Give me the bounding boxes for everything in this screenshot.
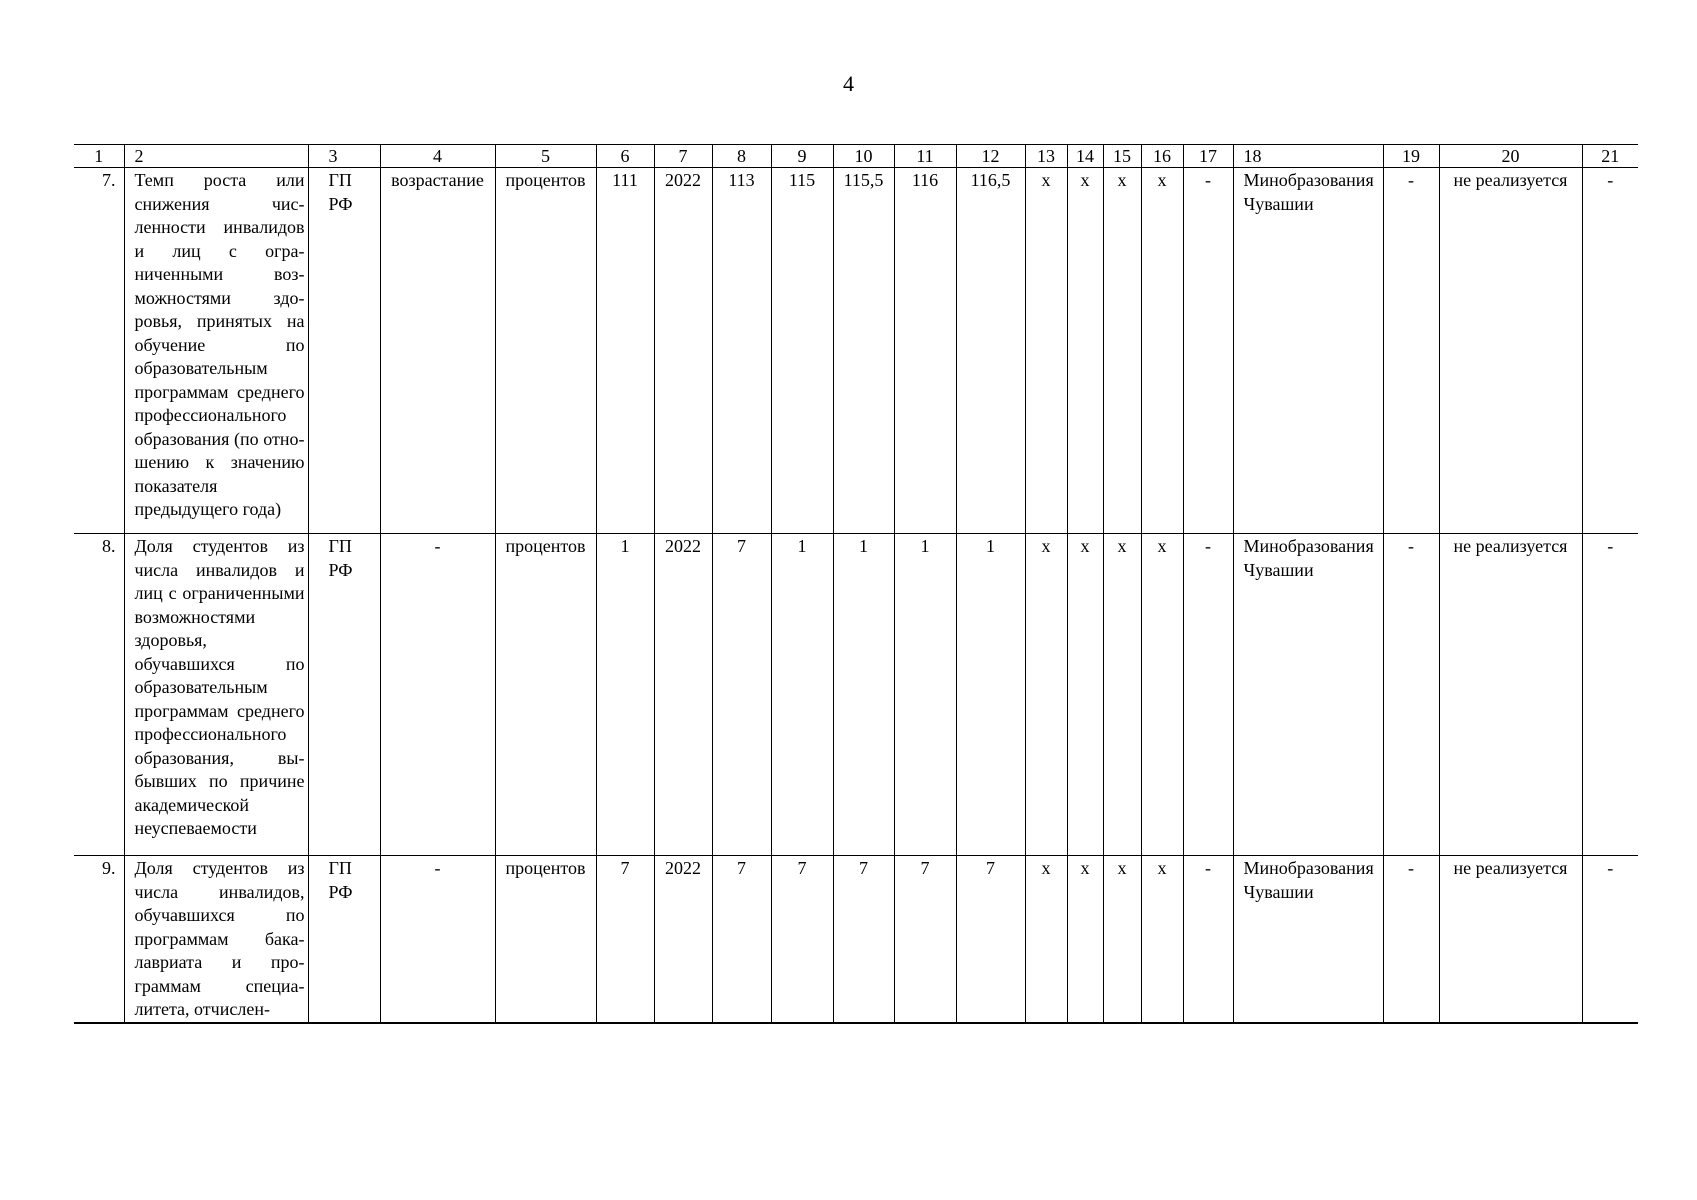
column-number-11: 11 bbox=[894, 145, 956, 168]
cell-col-7: 2022 bbox=[654, 856, 712, 1023]
cell-col-2 bbox=[124, 534, 308, 856]
cell-col-6: 7 bbox=[596, 856, 654, 1023]
cell-col-6: 111 bbox=[596, 168, 654, 534]
cell-col-15: х bbox=[1103, 856, 1141, 1023]
cell-col-4: возрастание bbox=[380, 168, 495, 534]
cell-col-3: ГП РФ bbox=[308, 534, 380, 856]
cell-col-11: 116 bbox=[894, 168, 956, 534]
cell-col-10: 115,5 bbox=[833, 168, 894, 534]
cell-col-7: 2022 bbox=[654, 534, 712, 856]
column-number-21: 21 bbox=[1582, 145, 1638, 168]
cell-col-16: х bbox=[1141, 534, 1183, 856]
cell-col-11: 7 bbox=[894, 856, 956, 1023]
column-number-2: 2 bbox=[124, 145, 308, 168]
cell-col-19: - bbox=[1383, 168, 1439, 534]
cell-col-10: 1 bbox=[833, 534, 894, 856]
column-number-row bbox=[74, 145, 1638, 168]
cell-col-3: ГП РФ bbox=[308, 856, 380, 1023]
cell-col-14: х bbox=[1067, 168, 1103, 534]
table-row bbox=[74, 856, 1638, 1023]
cell-col-17: - bbox=[1183, 534, 1233, 856]
cell-col-9: 7 bbox=[771, 856, 833, 1023]
column-number-19: 19 bbox=[1383, 145, 1439, 168]
cell-col-20: не реализуется bbox=[1439, 534, 1582, 856]
cell-col-17: - bbox=[1183, 168, 1233, 534]
column-number-16: 16 bbox=[1141, 145, 1183, 168]
indicator-name: Доля студентов из числа инвалидов и лиц с ограниченными возможностями здоровья, обучавшихся по образовательным программам среднего профессионального образования, выбывших по причине академической неуспеваемости bbox=[134, 536, 305, 838]
cell-col-15: х bbox=[1103, 168, 1141, 534]
column-number-12: 12 bbox=[956, 145, 1025, 168]
cell-col-9: 115 bbox=[771, 168, 833, 534]
cell-col-4: - bbox=[380, 856, 495, 1023]
cell-col-21: - bbox=[1582, 534, 1638, 856]
column-number-18: 18 bbox=[1233, 145, 1383, 168]
cell-col-16: х bbox=[1141, 856, 1183, 1023]
column-number-8: 8 bbox=[712, 145, 771, 168]
cell-col-1: 9. bbox=[74, 856, 124, 1023]
cell-col-14: х bbox=[1067, 534, 1103, 856]
cell-col-21: - bbox=[1582, 856, 1638, 1023]
column-number-17: 17 bbox=[1183, 145, 1233, 168]
cell-col-20: не реализуется bbox=[1439, 856, 1582, 1023]
cell-col-1: 8. bbox=[74, 534, 124, 856]
column-number-5: 5 bbox=[495, 145, 596, 168]
cell-col-12: 1 bbox=[956, 534, 1025, 856]
page-number: 4 bbox=[843, 71, 854, 96]
column-number-6: 6 bbox=[596, 145, 654, 168]
cell-col-18: Минобразования Чувашии bbox=[1233, 856, 1383, 1023]
cell-col-7: 2022 bbox=[654, 168, 712, 534]
cell-col-8: 7 bbox=[712, 534, 771, 856]
cell-col-9: 1 bbox=[771, 534, 833, 856]
cell-col-2 bbox=[124, 856, 308, 1023]
cell-col-13: х bbox=[1025, 856, 1067, 1023]
cell-col-5: процентов bbox=[495, 168, 596, 534]
cell-col-19: - bbox=[1383, 856, 1439, 1023]
column-number-20: 20 bbox=[1439, 145, 1582, 168]
cell-col-13: х bbox=[1025, 168, 1067, 534]
cell-col-20: не реализуется bbox=[1439, 168, 1582, 534]
table-row bbox=[74, 168, 1638, 534]
cell-col-18: Минобразования Чувашии bbox=[1233, 534, 1383, 856]
column-number-1: 1 bbox=[74, 145, 124, 168]
cell-col-17: - bbox=[1183, 856, 1233, 1023]
cell-col-14: х bbox=[1067, 856, 1103, 1023]
cell-col-10: 7 bbox=[833, 856, 894, 1023]
cell-col-11: 1 bbox=[894, 534, 956, 856]
cell-col-4: - bbox=[380, 534, 495, 856]
table-row bbox=[74, 534, 1638, 856]
cell-col-15: х bbox=[1103, 534, 1141, 856]
cell-col-12: 116,5 bbox=[956, 168, 1025, 534]
column-number-3: 3 bbox=[308, 145, 380, 168]
cell-col-8: 113 bbox=[712, 168, 771, 534]
column-number-4: 4 bbox=[380, 145, 495, 168]
column-number-14: 14 bbox=[1067, 145, 1103, 168]
indicator-name: Доля студентов из числа инвалидов, обучавшихся по программам бакалавриата и программам специалитета, отчислен- bbox=[134, 858, 305, 1019]
cell-col-6: 1 bbox=[596, 534, 654, 856]
column-number-13: 13 bbox=[1025, 145, 1067, 168]
indicator-name: Темп роста или снижения численности инвалидов и лиц с ограниченными возможностями здоровья, принятых на обучение по образовательным программам среднего профессионального образования (по отношению к значению показателя предыдущего года) bbox=[134, 170, 305, 519]
cell-col-5: процентов bbox=[495, 856, 596, 1023]
column-number-10: 10 bbox=[833, 145, 894, 168]
indicators-table bbox=[74, 144, 1638, 1024]
column-number-9: 9 bbox=[771, 145, 833, 168]
cell-col-2 bbox=[124, 168, 308, 534]
cell-col-5: процентов bbox=[495, 534, 596, 856]
cell-col-19: - bbox=[1383, 534, 1439, 856]
cell-col-8: 7 bbox=[712, 856, 771, 1023]
cell-col-13: х bbox=[1025, 534, 1067, 856]
column-number-15: 15 bbox=[1103, 145, 1141, 168]
cell-col-3: ГП РФ bbox=[308, 168, 380, 534]
cell-col-18: Минобразования Чувашии bbox=[1233, 168, 1383, 534]
column-number-7: 7 bbox=[654, 145, 712, 168]
cell-col-12: 7 bbox=[956, 856, 1025, 1023]
cell-col-1: 7. bbox=[74, 168, 124, 534]
cell-col-16: х bbox=[1141, 168, 1183, 534]
cell-col-21: - bbox=[1582, 168, 1638, 534]
